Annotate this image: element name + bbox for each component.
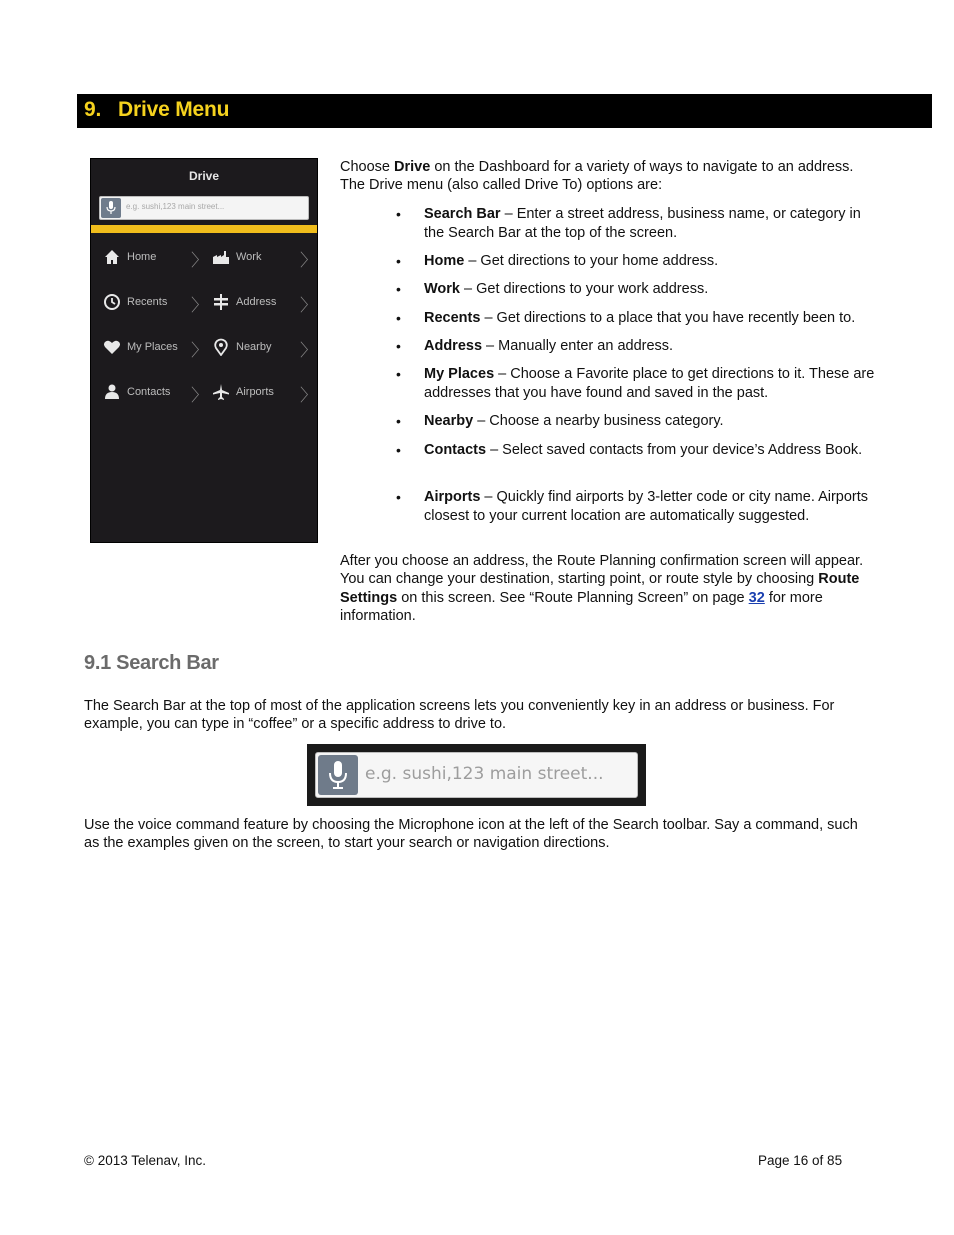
menu-item-contacts[interactable] (103, 381, 207, 405)
intro-paragraph (340, 158, 880, 195)
person-icon (103, 383, 121, 401)
bullet-text: – Choose a Favorite place to get directions to it. These are addresses that you have found and saved in the past. (424, 366, 875, 401)
bullet-term: Work (424, 281, 460, 297)
after-text: After you choose an address, the Route Planning confirmation screen will appear. You can change your destination, starting point, or route style by choosing (340, 553, 864, 588)
search-bar-paragraph: The Search Bar at the top of most of the application screens lets you conveniently key in an address or business. For example, you can type in “coffee” or a specific address to drive to. (84, 698, 835, 733)
bullet-term: Contacts (424, 442, 487, 458)
route-settings-term: Route Settings (340, 571, 860, 606)
menu-item-label: My Places (127, 341, 178, 353)
phone-title: Drive (188, 169, 220, 183)
bullet-term: Home (424, 253, 465, 269)
bullet-text: – Quickly find airports by 3-letter code or city name. Airports closest to your current location are automatically suggested. (424, 489, 869, 524)
chevron-right-icon: 〉 (191, 341, 208, 360)
intro-text: on the Dashboard for a variety of ways to navigate to an address. The Drive menu (also called Drive To) options are: (340, 159, 854, 194)
bullet-icon: • (396, 310, 401, 326)
bullet-term: Airports (424, 489, 481, 505)
menu-item-nearby[interactable] (212, 336, 316, 360)
heart-icon (103, 338, 121, 356)
section-title: 9. Drive Menu (84, 98, 230, 121)
menu-item-recents[interactable] (103, 291, 207, 315)
bullet-icon: • (396, 206, 401, 222)
menu-item-address[interactable] (212, 291, 316, 315)
bullet-term: Nearby (424, 413, 474, 429)
bullet-text: – Manually enter an address. (482, 338, 674, 354)
chevron-right-icon: 〉 (300, 341, 317, 360)
menu-item-home[interactable] (103, 246, 207, 270)
intro-bold: Drive (394, 159, 431, 175)
accent-bar (91, 225, 317, 233)
menu-item-label: Work (236, 251, 262, 263)
signpost-icon (212, 293, 230, 311)
page-32-link[interactable]: 32 (748, 589, 765, 606)
bullet-text: – Get directions to your work address. (460, 281, 709, 297)
chevron-right-icon: 〉 (191, 386, 208, 405)
bullet-term: Address (424, 338, 483, 354)
chevron-right-icon: 〉 (300, 296, 317, 315)
bullet-icon: • (396, 442, 401, 458)
menu-item-label: Home (127, 251, 157, 263)
bullet-text: – Get directions to your home address. (464, 253, 719, 269)
bullet-text: – Get directions to a place that you have recently been to. (480, 310, 856, 326)
search-input[interactable] (315, 752, 638, 798)
menu-item-work[interactable] (212, 246, 316, 270)
chevron-right-icon: 〉 (300, 251, 317, 270)
airplane-icon (212, 383, 230, 401)
intro-text: Choose (340, 159, 395, 175)
bullet-icon: • (396, 338, 401, 354)
bullet-term: My Places (424, 366, 495, 382)
bullet-term: Search Bar (424, 206, 501, 222)
footer-page-number: Page 16 of 85 (758, 1153, 843, 1168)
menu-item-airports[interactable] (212, 381, 316, 405)
bullet-icon: • (396, 489, 401, 505)
menu-item-label: Recents (127, 296, 168, 308)
location-pin-icon (212, 338, 230, 356)
menu-item-label: Contacts (127, 386, 171, 398)
bullet-term: Recents (424, 310, 481, 326)
menu-item-my-places[interactable] (103, 336, 207, 360)
menu-item-label: Airports (236, 386, 274, 398)
section-header (77, 94, 932, 128)
bullet-text: – Select saved contacts from your device’s Address Book. (486, 442, 863, 458)
microphone-icon[interactable] (318, 755, 358, 795)
after-text: for more information. (340, 589, 823, 624)
bullet-icon: • (396, 281, 401, 297)
chevron-right-icon: 〉 (191, 251, 208, 270)
chevron-right-icon: 〉 (300, 386, 317, 405)
menu-item-label: Nearby (236, 341, 272, 353)
search-placeholder: e.g. sushi,123 main street... (365, 764, 604, 784)
search-bar-screenshot (307, 744, 646, 806)
menu-item-label: Address (236, 296, 277, 308)
voice-command-paragraph: Use the voice command feature by choosing the Microphone icon at the left of the Search toolbar. Say a command, such as the examples given on the screen, to start your search or navigation directions. (84, 817, 858, 852)
bullet-text: – Choose a nearby business category. (473, 413, 724, 429)
phone-search-placeholder: e.g. sushi,123 main street... (126, 202, 225, 211)
clock-icon (103, 293, 121, 311)
microphone-icon[interactable] (101, 198, 121, 218)
factory-icon (212, 248, 230, 266)
bullet-icon: • (396, 413, 401, 429)
after-text: on this screen. See “Route Planning Screen” on page (397, 589, 749, 606)
subsection-title: 9.1 Search Bar (84, 652, 219, 674)
bullet-icon: • (396, 366, 401, 382)
bullet-text: – Enter a street address, business name, or category in the Search Bar at the top of the screen. (424, 206, 861, 241)
chevron-right-icon: 〉 (191, 296, 208, 315)
phone-search-bar[interactable] (99, 196, 309, 220)
after-paragraph (340, 552, 880, 625)
bullet-icon: • (396, 253, 401, 269)
drive-menu-screenshot (90, 158, 318, 543)
footer-copyright: © 2013 Telenav, Inc. (84, 1153, 207, 1168)
home-icon (103, 248, 121, 266)
